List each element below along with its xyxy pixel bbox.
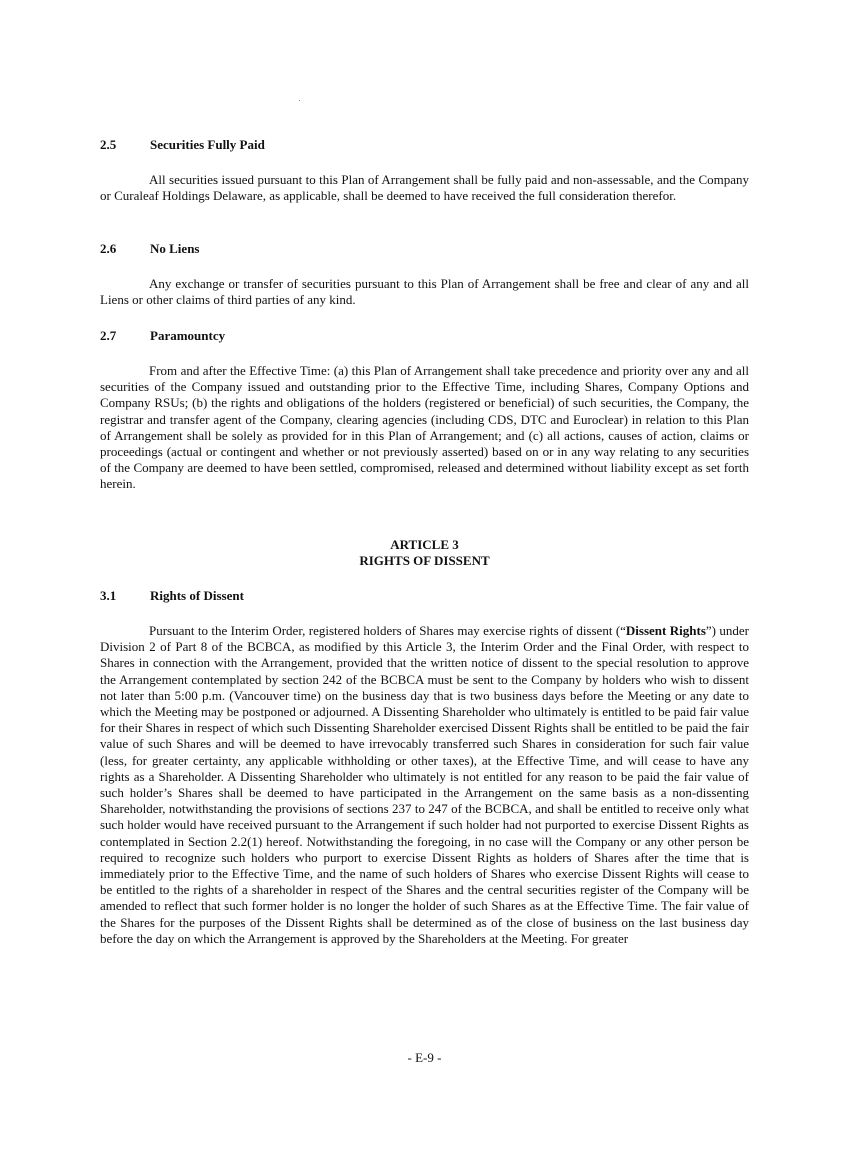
article-title: RIGHTS OF DISSENT [359, 553, 490, 568]
section-title: Rights of Dissent [150, 588, 244, 603]
section-2-6-body: Any exchange or transfer of securities pursuant to this Plan of Arrangement shall be free and clear of any and all Liens or other claims of third parties of any kind. [100, 276, 749, 308]
section-3-1-heading [100, 588, 244, 604]
section-number: 2.7 [100, 328, 117, 343]
section-2-7-body: From and after the Effective Time: (a) this Plan of Arrangement shall take precedence and priority over any and all securities of the Company issued and outstanding prior to the Effective Time, including Shares, Company Options and Company RSUs; (b) the rights and obligations of the holders (registered or beneficial) of such securities, the Company, the registrar and transfer agent of the Company, clearing agencies (including CDS, DTC and Euroclear) in relation to this Plan of Arrangement shall be solely as provided for in this Plan of Arrangement; and (c) all actions, causes of action, claims or proceedings (actual or contingent and whether or not previously asserted) based on or in any way relating to any securities of the Company are deemed to have been settled, compromised, released and determined without liability except as set forth herein. [100, 363, 749, 492]
section-3-1-body [100, 623, 749, 947]
section-2-7-heading [100, 328, 225, 344]
section-number: 2.6 [100, 241, 117, 256]
page-number: - E-9 - [407, 1050, 442, 1065]
article-number: ARTICLE 3 [390, 537, 459, 552]
section-title: No Liens [150, 241, 200, 256]
section-2-5-body: All securities issued pursuant to this Plan of Arrangement shall be fully paid and non-assessable, and the Company or Curaleaf Holdings Delaware, as applicable, shall be deemed to have received the full consideration therefor. [100, 172, 749, 204]
body-text: ”) under Division 2 of Part 8 of the BCBCA, as modified by this Article 3, the Interim Order and the Final Order, with respect to Shares in connection with the Arrangement, provided that the written notice of dissent to the special resolution to approve the Arrangement contemplated by section 242 of the BCBCA must be sent to the Company by holders who wish to dissent not later than 5:00 p.m. (Vancouver time) on the business day that is two business days before the Meeting or any date to which the Meeting may be postponed or adjourned. A Dissenting Shareholder who ultimately is entitled to be paid fair value for their Shares in respect of which such Dissenting Shareholder exercised Dissent Rights shall be entitled to be paid the fair value of such Shares and will be deemed to have irrevocably transferred such Shares in consideration for such fair value (less, for greater certainty, any applicable withholding or other taxes), at the Effective Time, and will cease to have any rights as a Shareholder. A Dissenting Shareholder who ultimately is not entitled for any reason to be paid the fair value of such holder’s Shares shall be deemed to have participated in the Arrangement on the same basis as a non-dissenting Shareholder, notwithstanding the provisions of sections 237 to 247 of the BCBCA, and shall be entitled to receive only what such holder would have received pursuant to the Arrangement if such holder had not purported to exercise Dissent Rights as contemplated in Section 2.2(1) hereof. Notwithstanding the foregoing, in no case will the Company or any other person be required to recognize such holders who purport to exercise Dissent Rights as holders of Shares after the time that is immediately prior to the Effective Time, and the name of such holders of Shares who exercise Dissent Rights will cease to be entitled to the rights of a shareholder in respect of the Shares and the central securities register of the Company will be amended to reflect that such former holder is no longer the holder of such Shares as at the Effective Time. The fair value of the Shares for the purposes of the Dissent Rights shall be determined as of the close of business on the last business day before the day on which the Arrangement is approved by the Shareholders at the Meeting. For greater [100, 623, 749, 946]
section-number: 2.5 [100, 137, 117, 152]
section-title: Securities Fully Paid [150, 137, 265, 152]
stray-mark [299, 100, 300, 101]
section-title: Paramountcy [150, 328, 226, 343]
body-text: Pursuant to the Interim Order, registered holders of Shares may exercise rights of dissent (“ [149, 623, 626, 638]
section-2-5-heading [100, 137, 265, 153]
defined-term: Dissent Rights [625, 623, 706, 638]
section-2-6-heading [100, 241, 199, 257]
section-number: 3.1 [100, 588, 117, 603]
